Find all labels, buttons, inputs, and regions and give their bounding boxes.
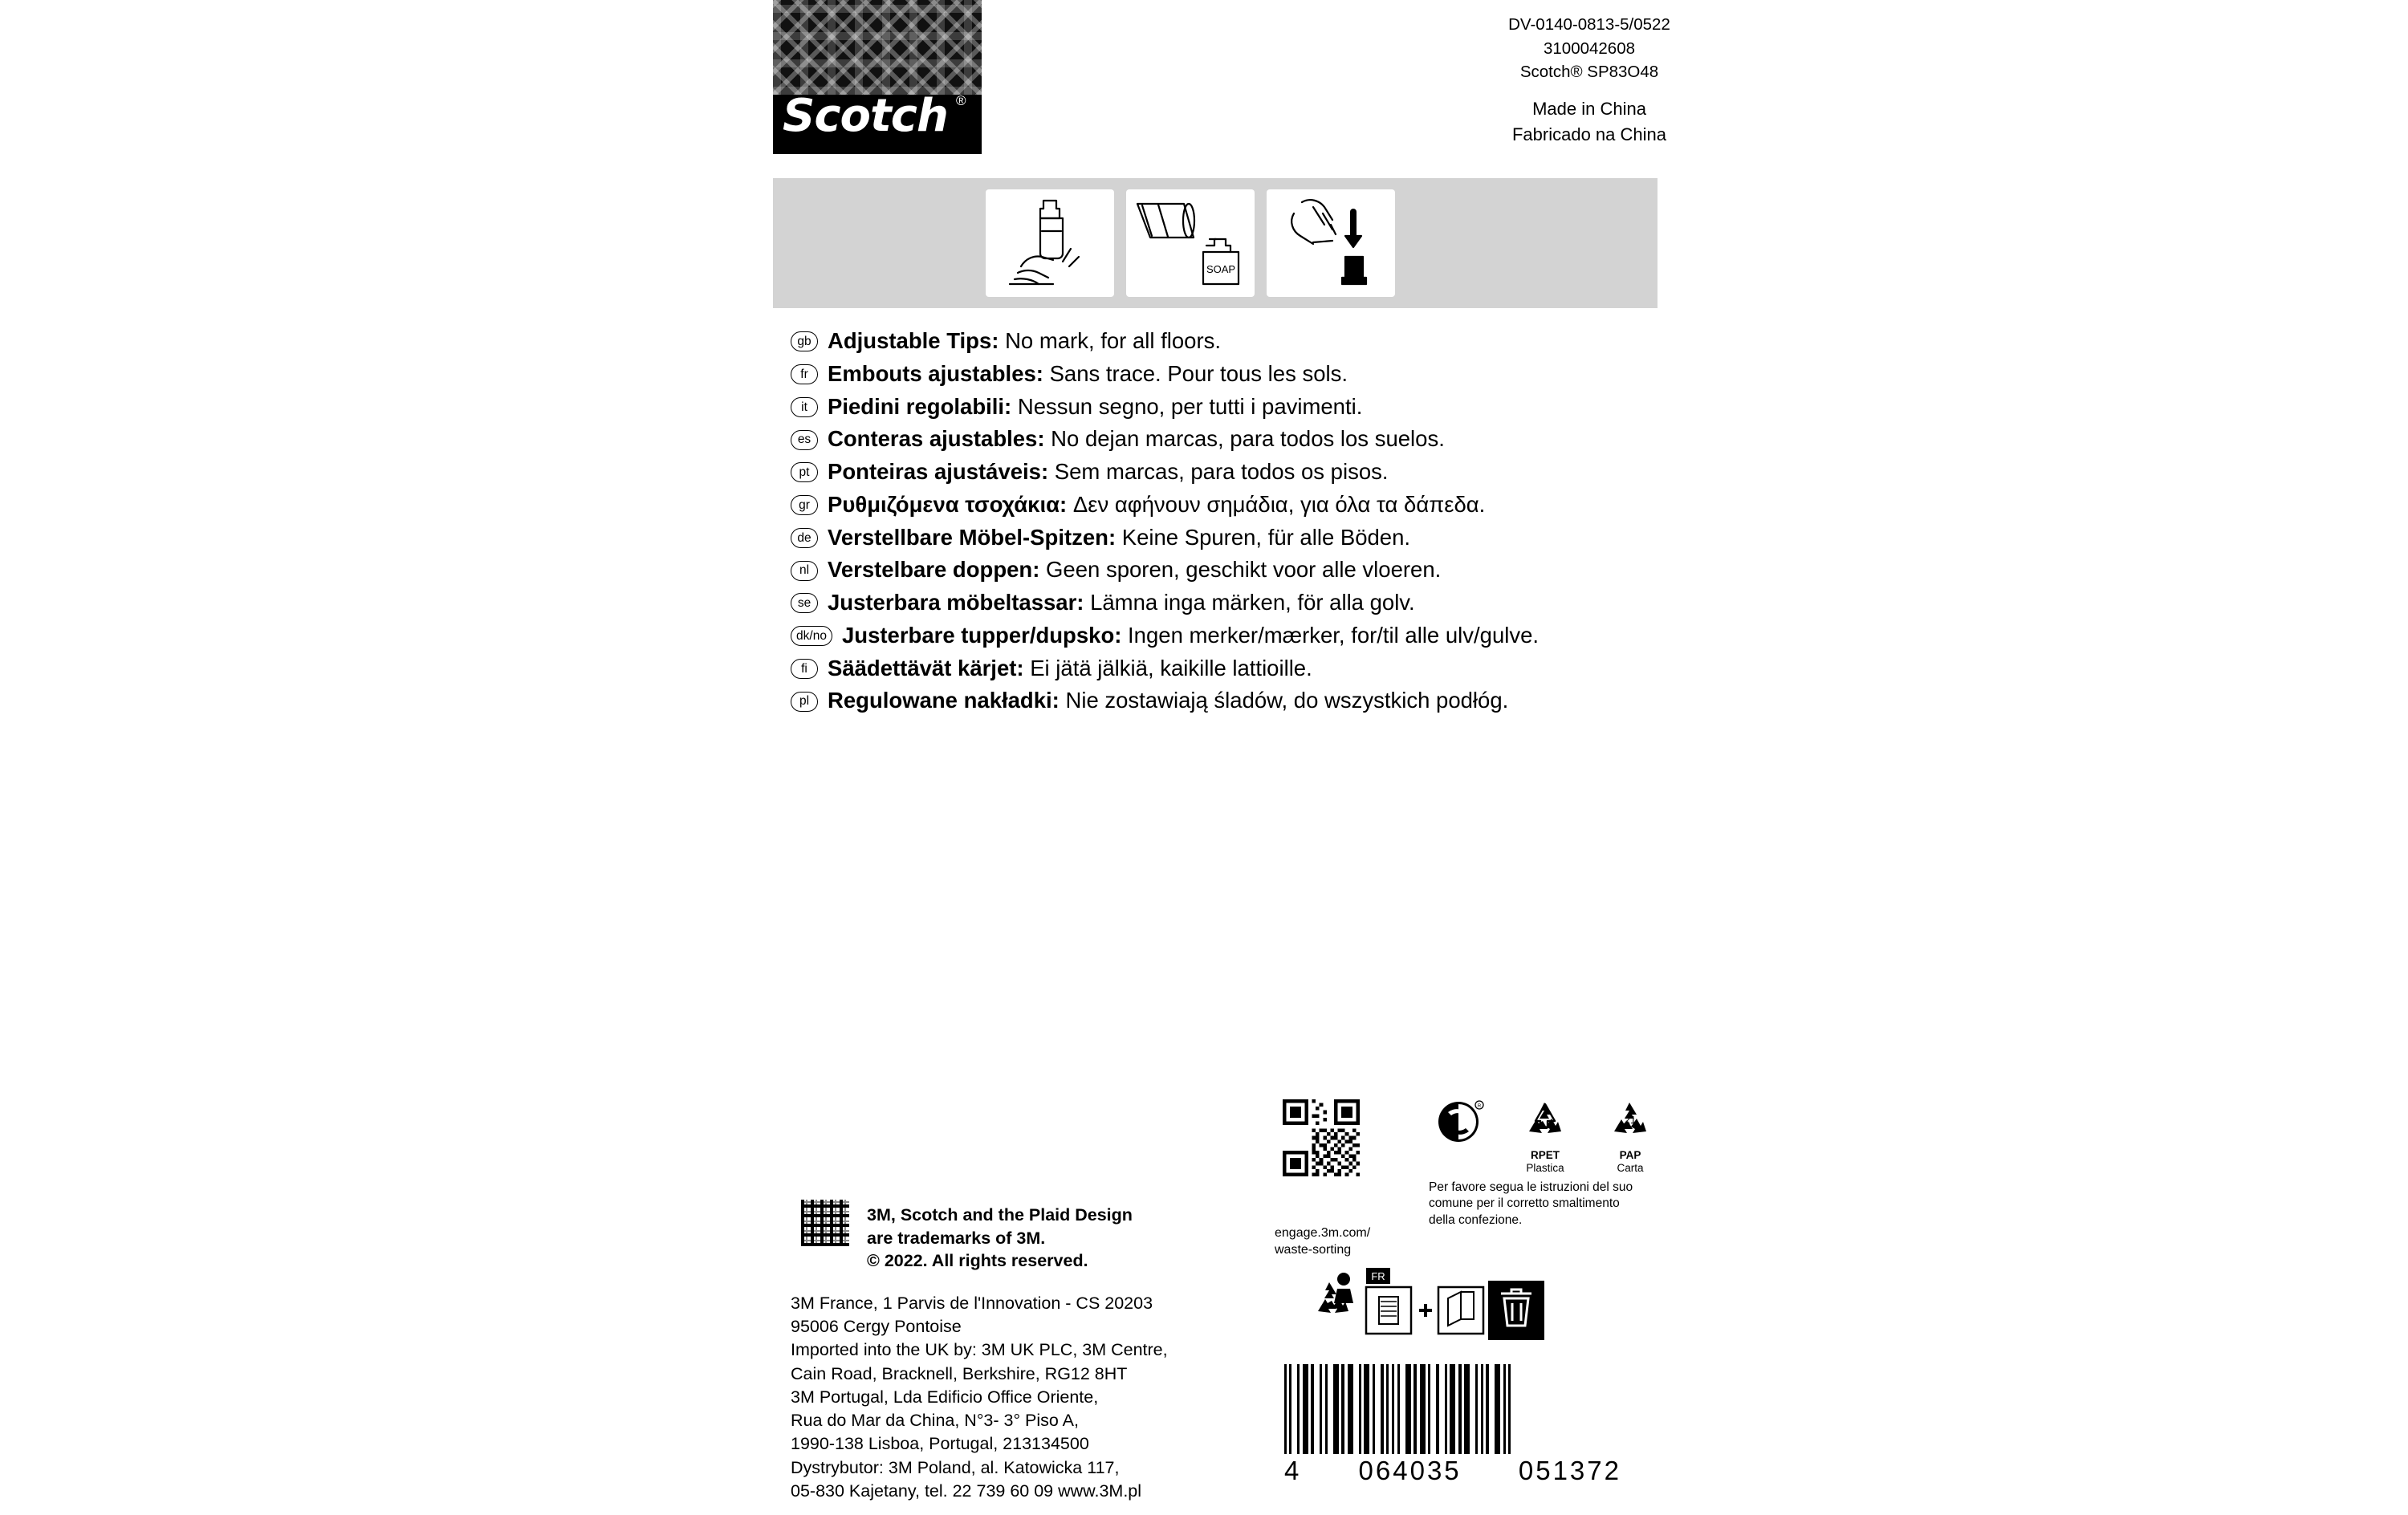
language-tag: fr bbox=[791, 364, 818, 384]
fr-tag-label: FR bbox=[1371, 1270, 1385, 1282]
green-dot-symbol bbox=[1429, 1098, 1491, 1151]
clean-surface-icon bbox=[986, 189, 1114, 297]
product-code-line: DV-0140-0813-5/0522 bbox=[1508, 15, 1670, 34]
language-title: Piedini regolabili: bbox=[828, 393, 1012, 419]
product-codes bbox=[1365, 13, 1814, 84]
language-text: Sans trace. Pour tous les sols. bbox=[1049, 360, 1348, 386]
rpet-symbol bbox=[1514, 1098, 1576, 1176]
language-tag: se bbox=[791, 593, 818, 613]
language-tag: fi bbox=[791, 659, 818, 679]
plaid-design-mark-icon bbox=[801, 1200, 849, 1246]
language-text: No mark, for all floors. bbox=[1005, 328, 1222, 353]
trademark-line: 3M, Scotch and the Plaid Design bbox=[867, 1205, 1133, 1225]
pap-21-recycle-icon bbox=[1608, 1098, 1653, 1144]
language-text: Ingen merker/mærker, for/til alle ulv/gulve. bbox=[1128, 622, 1540, 648]
scotch-logo bbox=[773, 0, 982, 154]
barcode bbox=[1284, 1364, 1621, 1485]
language-text: No dejan marcas, para todos los suelos. bbox=[1051, 426, 1445, 452]
language-list bbox=[791, 329, 2075, 721]
barcode-digits-right: 051372 bbox=[1518, 1456, 1621, 1485]
language-tag: dk/no bbox=[791, 626, 832, 646]
origin-line: Fabricado na China bbox=[1511, 124, 1666, 144]
language-tag: pl bbox=[791, 692, 818, 712]
qr-code-caption bbox=[1275, 1225, 1370, 1259]
press-on-tip-icon bbox=[1267, 189, 1395, 297]
language-title: Regulowane nakładki: bbox=[828, 688, 1060, 713]
language-title: Verstellbare Möbel-Spitzen: bbox=[828, 524, 1117, 550]
qr-caption-line: engage.3m.com/ bbox=[1275, 1226, 1371, 1240]
language-text: Nessun segno, per tutti i pavimenti. bbox=[1017, 393, 1363, 419]
company-address bbox=[791, 1292, 1168, 1503]
language-tag: gb bbox=[791, 331, 818, 351]
language-tag: es bbox=[791, 430, 818, 450]
instruction-panel-3 bbox=[1267, 189, 1395, 297]
language-row-es bbox=[791, 427, 2075, 453]
product-code-line: 3100042608 bbox=[1543, 39, 1635, 58]
pap-code: 21 bbox=[1624, 1114, 1637, 1126]
barcode-digit-left: 4 bbox=[1284, 1456, 1302, 1485]
instruction-panel-1 bbox=[986, 189, 1114, 297]
french-triman-sorting-icon bbox=[1316, 1266, 1670, 1340]
green-dot-icon bbox=[1435, 1098, 1485, 1146]
language-tag: pt bbox=[791, 462, 818, 482]
language-title: Verstelbare doppen: bbox=[828, 557, 1040, 583]
address-line: Dystrybutor: 3M Poland, al. Katowicka 117, bbox=[791, 1457, 1120, 1477]
origin-line: Made in China bbox=[1532, 99, 1646, 119]
instruction-panel-2 bbox=[1126, 189, 1255, 297]
language-title: Ponteiras ajustáveis: bbox=[828, 459, 1049, 484]
origin-info bbox=[1365, 96, 1814, 148]
language-row-gb bbox=[791, 329, 2075, 355]
soap-and-leg-icon bbox=[1126, 189, 1255, 297]
language-text: Nie zostawiają śladów, do wszystkich podłóg. bbox=[1065, 688, 1509, 713]
language-row-it bbox=[791, 395, 2075, 420]
french-sorting-info bbox=[1316, 1266, 1670, 1340]
language-title: Justerbare tupper/dupsko: bbox=[842, 622, 1122, 648]
language-row-pl bbox=[791, 688, 2075, 714]
plaid-pattern-icon bbox=[773, 0, 982, 95]
symbol-label-bottom: Carta bbox=[1617, 1162, 1644, 1175]
language-tag: it bbox=[791, 397, 818, 417]
product-code-line: Scotch® SP83O48 bbox=[1519, 63, 1659, 82]
language-text: Sem marcas, para todos os pisos. bbox=[1054, 459, 1389, 484]
trademark-line: are trademarks of 3M. bbox=[867, 1228, 1046, 1248]
language-row-de bbox=[791, 526, 2075, 551]
language-title: Justerbara möbeltassar: bbox=[828, 590, 1084, 615]
pap-symbol bbox=[1599, 1098, 1662, 1176]
language-text: Keine Spuren, für alle Böden. bbox=[1121, 524, 1411, 550]
symbol-label-top: PAP bbox=[1619, 1149, 1641, 1162]
qr-caption-line: waste-sorting bbox=[1275, 1242, 1352, 1257]
barcode-digits bbox=[1284, 1456, 1621, 1486]
registered-trademark-symbol: ® bbox=[956, 93, 966, 108]
svg-text:R: R bbox=[1477, 1104, 1482, 1109]
language-title: Conteras ajustables: bbox=[828, 426, 1045, 452]
symbol-label-top: RPET bbox=[1530, 1149, 1560, 1162]
brand-wordmark: Scotch bbox=[783, 90, 948, 142]
rpet-recycle-icon bbox=[1523, 1098, 1568, 1144]
language-row-fi bbox=[791, 656, 2075, 682]
language-text: Lämna inga märken, för alla golv. bbox=[1090, 590, 1415, 615]
qr-code[interactable] bbox=[1283, 1099, 1360, 1176]
language-title: Ρυθμιζόμενα τσοχάκια: bbox=[828, 491, 1068, 517]
italian-disposal-note: Per favore segua le istruzioni del suo comune per il corretto smaltimento della confezione. bbox=[1429, 1180, 1633, 1227]
instruction-strip bbox=[773, 178, 1658, 308]
language-tag: de bbox=[791, 528, 818, 548]
address-line: 95006 Cergy Pontoise bbox=[791, 1317, 962, 1337]
language-row-se bbox=[791, 591, 2075, 616]
language-title: Adjustable Tips: bbox=[828, 328, 999, 353]
language-text: Δεν αφήνουν σημάδια, για όλα τα δάπεδα. bbox=[1072, 491, 1486, 517]
address-line: 1990-138 Lisboa, Portugal, 213134500 bbox=[791, 1434, 1089, 1454]
address-line: 3M Portugal, Lda Edificio Office Oriente, bbox=[791, 1387, 1099, 1407]
symbol-label-bottom: Plastica bbox=[1526, 1162, 1564, 1175]
language-row-dk-no bbox=[791, 623, 2075, 649]
barcode-digits-main: 064035 bbox=[1358, 1456, 1462, 1485]
address-line: Imported into the UK by: 3M UK PLC, 3M Centre, bbox=[791, 1340, 1168, 1360]
language-text: Geen sporen, geschikt voor alle vloeren. bbox=[1046, 557, 1442, 583]
language-row-gr bbox=[791, 493, 2075, 518]
barcode-bars bbox=[1284, 1364, 1621, 1454]
language-title: Embouts ajustables: bbox=[828, 360, 1043, 386]
address-line: Rua do Mar da China, N°3- 3° Piso A, bbox=[791, 1411, 1079, 1431]
language-row-nl bbox=[791, 558, 2075, 583]
address-line: 3M France, 1 Parvis de l'Innovation - CS 20203 bbox=[791, 1294, 1153, 1313]
trademark-notice bbox=[867, 1204, 1133, 1273]
address-line: 05-830 Kajetany, tel. 22 739 60 09 www.3M.pl bbox=[791, 1480, 1142, 1501]
address-line: Cain Road, Bracknell, Berkshire, RG12 8HT bbox=[791, 1363, 1128, 1383]
trademark-line: © 2022. All rights reserved. bbox=[867, 1251, 1088, 1271]
language-row-pt bbox=[791, 460, 2075, 485]
recycling-symbols bbox=[1429, 1098, 1662, 1176]
language-title: Säädettävät kärjet: bbox=[828, 655, 1024, 680]
language-tag: nl bbox=[791, 561, 818, 581]
language-tag: gr bbox=[791, 495, 818, 515]
language-row-fr bbox=[791, 362, 2075, 388]
language-text: Ei jätä jälkiä, kaikille lattioille. bbox=[1030, 655, 1312, 680]
svg-text:SOAP: SOAP bbox=[1206, 263, 1236, 275]
